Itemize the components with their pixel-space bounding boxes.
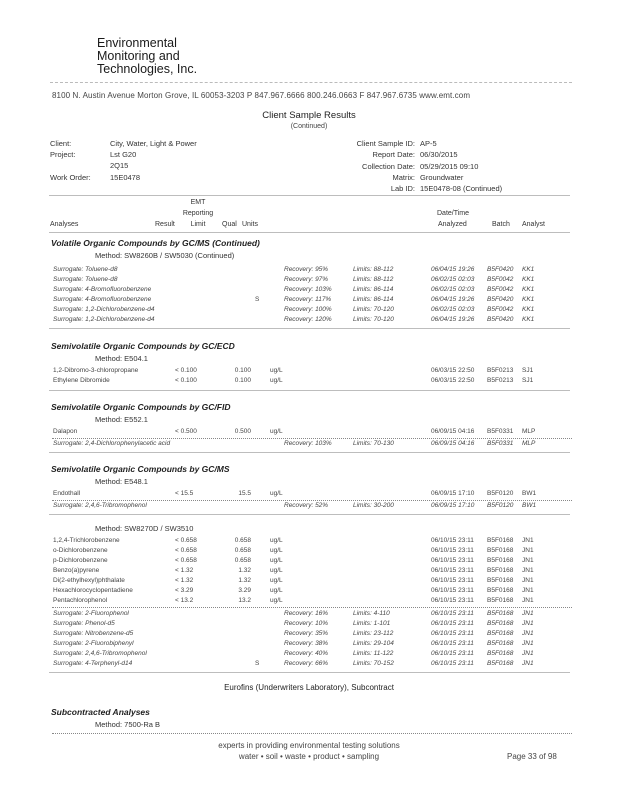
table-row: 1,2-Dibromo-3-chloropropane < 0.100 0.100 ug/L 06/03/15 22:50 B5F0213 SJ1 <box>53 367 534 374</box>
method-label: Method: SW8260B / SW5030 (Continued) <box>95 251 235 260</box>
col-header-batch: Batch <box>492 221 510 228</box>
row-separator <box>52 607 572 608</box>
table-row: Endothall < 15.5 15.5 ug/L 06/09/15 17:10 B5F0120 BW1 <box>53 490 537 497</box>
table-row: Benzo(a)pyrene < 1.32 1.32 ug/L 06/10/15 23:11 B5F0168 JN1 <box>53 567 534 574</box>
client-sample-id-value: AP-5 <box>420 139 437 148</box>
section-divider <box>49 328 570 329</box>
work-order-value: 15E0478 <box>110 173 141 182</box>
matrix-value: Groundwater <box>420 173 464 182</box>
col-header-limit-line1: EMT <box>190 199 206 206</box>
header-divider <box>49 232 570 233</box>
letterhead-divider <box>50 82 572 83</box>
table-row: Surrogate: 1,2-Dichlorobenzene-d4 Recovery: 100% Limits: 70-120 06/02/15 02:03 B5F0042 KK1 <box>53 306 535 313</box>
matrix-label: Matrix: <box>392 173 415 182</box>
page-number: Page 33 of 98 <box>507 752 557 761</box>
col-header-analyst: Analyst <box>522 221 545 228</box>
col-header-limit-line2: Reporting <box>182 210 214 217</box>
section-divider <box>49 452 570 453</box>
table-row: Hexachlorocyclopentadiene < 3.29 3.29 ug/L 06/10/15 23:11 B5F0168 JN1 <box>53 587 534 594</box>
table-row: Surrogate: Toluene-d8 Recovery: 97% Limits: 88-112 06/02/15 02:03 B5F0042 KK1 <box>53 276 535 283</box>
report-subtitle: (Continued) <box>290 123 328 130</box>
table-row: o-Dichlorobenzene < 0.658 0.658 ug/L 06/10/15 23:11 B5F0168 JN1 <box>53 547 534 554</box>
company-name-line-2: Monitoring and <box>97 49 180 63</box>
company-address: 8100 N. Austin Avenue Morton Grove, IL 60053-3203 P 847.967.6666 800.246.0663 F 847.967.6735 www.emt.com <box>52 91 471 100</box>
section-title-semivolatile-gcms: Semivolatile Organic Compounds by GC/MS <box>51 464 230 474</box>
table-row: Surrogate: 2-Fluorobiphenyl Recovery: 38% Limits: 29-104 06/10/15 23:11 B5F0168 JN1 <box>53 640 534 647</box>
method-label: Method: SW8270D / SW3510 <box>95 524 194 533</box>
company-logo-text <box>97 37 197 76</box>
table-row: Ethylene Dibromide < 0.100 0.100 ug/L 06/03/15 22:50 B5F0213 SJ1 <box>53 377 534 384</box>
col-header-qual: Qual <box>222 221 237 228</box>
col-header-units: Units <box>242 221 258 228</box>
client-label: Client: <box>50 139 72 148</box>
table-row: Surrogate: 4-Bromofluorobenzene S Recovery: 117% Limits: 86-114 06/04/15 19:26 B5F0420 KK1 <box>53 296 535 303</box>
client-value: City, Water, Light & Power <box>110 139 197 148</box>
row-separator <box>52 438 572 439</box>
lab-id-value: 15E0478-08 (Continued) <box>420 184 503 193</box>
method-label: Method: E548.1 <box>95 477 148 486</box>
section-title-semivolatile-gcfid: Semivolatile Organic Compounds by GC/FID <box>51 402 231 412</box>
method-label: Method: 7500-Ra B <box>95 720 161 729</box>
table-row: Surrogate: 2,4,6-Tribromophenol Recovery: 40% Limits: 11-122 06/10/15 23:11 B5F0168 JN1 <box>53 650 534 657</box>
table-row: Surrogate: Phenol-d5 Recovery: 10% Limits: 1-101 06/10/15 23:11 B5F0168 JN1 <box>53 620 534 627</box>
col-header-limit-line3: Limit <box>190 221 206 228</box>
section-title-semivolatile-gcecd: Semivolatile Organic Compounds by GC/ECD <box>51 341 235 351</box>
method-label: Method: E504.1 <box>95 354 148 363</box>
report-date-label: Report Date: <box>372 150 415 159</box>
table-row: Di(2-ethylhexyl)phthalate < 1.32 1.32 ug/L 06/10/15 23:11 B5F0168 JN1 <box>53 577 534 584</box>
section-divider <box>49 672 570 673</box>
method-label: Method: E552.1 <box>95 415 148 424</box>
collection-date-value: 05/29/2015 09:10 <box>420 162 479 171</box>
section-title-subcontracted: Subcontracted Analyses <box>51 707 150 717</box>
subcontract-note: Eurofins (Underwriters Laboratory), Subcontract <box>224 683 394 692</box>
row-separator <box>52 500 572 501</box>
work-order-label: Work Order: <box>50 173 91 182</box>
table-row: Surrogate: 4-Bromofluorobenzene Recovery: 103% Limits: 86-114 06/02/15 02:03 B5F0042 KK1 <box>53 286 535 293</box>
table-row: Surrogate: Toluene-d8 Recovery: 95% Limits: 88-112 06/04/15 19:26 B5F0420 KK1 <box>53 266 535 273</box>
table-row: Surrogate: 2,4,6-Tribromophenol Recovery: 52% Limits: 30-200 06/09/15 17:10 B5F0120 BW1 <box>53 502 537 509</box>
table-row: p-Dichlorobenzene < 0.658 0.658 ug/L 06/10/15 23:11 B5F0168 JN1 <box>53 557 534 564</box>
table-row: Surrogate: 2-Fluorophenol Recovery: 16% Limits: 4-110 06/10/15 23:11 B5F0168 JN1 <box>53 610 534 617</box>
report-date-value: 06/30/2015 <box>420 150 458 159</box>
section-title-volatile-gcms: Volatile Organic Compounds by GC/MS (Continued) <box>51 238 260 248</box>
project-value: Lst G20 <box>110 150 137 159</box>
footer-tagline: experts in providing environmental testing solutions <box>218 741 400 750</box>
col-header-datetime-line2: Analyzed <box>438 221 467 228</box>
table-row: Surrogate: Nitrobenzene-d5 Recovery: 35% Limits: 23-112 06/10/15 23:11 B5F0168 JN1 <box>53 630 534 637</box>
client-sample-id-label: Client Sample ID: <box>356 139 415 148</box>
table-row: Dalapon < 0.500 0.500 ug/L 06/09/15 04:16 B5F0331 MLP <box>53 428 536 435</box>
project-period-value: 2Q15 <box>110 161 129 170</box>
company-name-line-1: Environmental <box>97 36 177 50</box>
lab-id-label: Lab ID: <box>390 184 415 193</box>
table-row: Surrogate: 4-Terphenyl-d14 S Recovery: 66% Limits: 70-152 06/10/15 23:11 B5F0168 JN1 <box>53 660 534 667</box>
info-divider <box>49 195 570 196</box>
table-row: Surrogate: 1,2-Dichlorobenzene-d4 Recovery: 120% Limits: 70-120 06/04/15 19:26 B5F0420 KK1 <box>53 316 535 323</box>
project-label: Project: <box>50 150 76 159</box>
section-divider <box>49 390 570 391</box>
collection-date-label: Collection Date: <box>362 162 415 171</box>
col-header-datetime-line1: Date/Time <box>437 210 470 217</box>
col-header-analyses: Analyses <box>50 221 79 228</box>
col-header-result: Result <box>155 221 175 228</box>
report-title: Client Sample Results <box>262 110 356 121</box>
section-divider <box>49 514 570 515</box>
table-row: Surrogate: 2,4-Dichlorophenylacetic acid Recovery: 103% Limits: 70-130 06/09/15 04:16 B5F0331 MLP <box>53 440 536 447</box>
company-name-line-3: Technologies, Inc. <box>97 62 198 76</box>
table-row: Pentachlorophenol < 13.2 13.2 ug/L 06/10/15 23:11 B5F0168 JN1 <box>53 597 534 604</box>
footer-separator <box>52 733 572 734</box>
table-row: 1,2,4-Trichlorobenzene < 0.658 0.658 ug/L 06/10/15 23:11 B5F0168 JN1 <box>53 537 534 544</box>
footer-services: water • soil • waste • product • sampling <box>238 752 380 761</box>
